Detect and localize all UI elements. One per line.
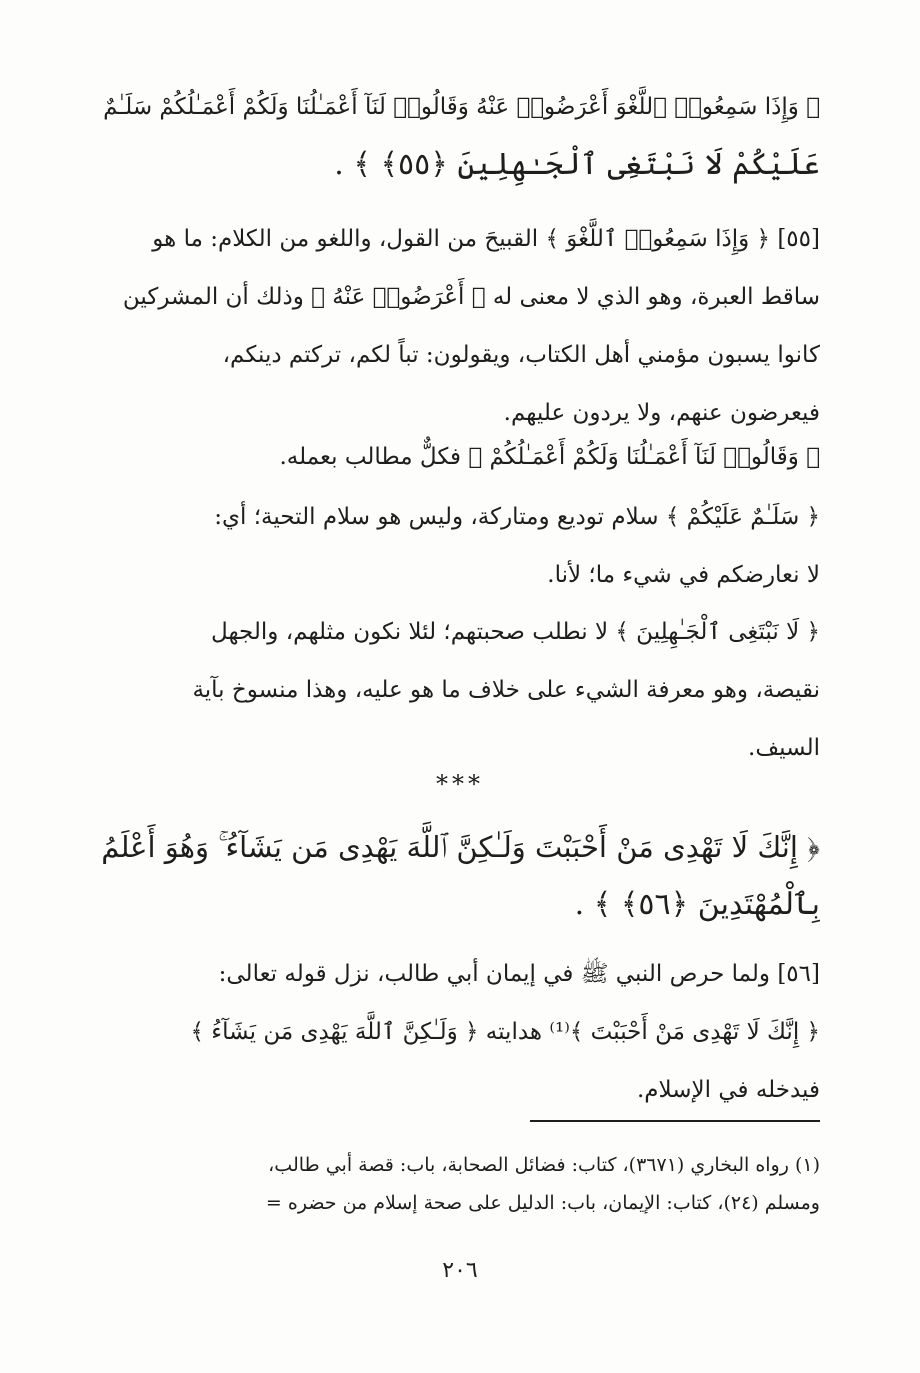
section-separator: *** (436, 770, 484, 798)
footnote-line: (١) رواه البخاري (٣٦٧١)، كتاب: فضائل الصحابة، باب: قصة أبي طالب، (268, 1154, 820, 1176)
text-line: نقيصة، وهو معرفة الشيء على خلاف ما هو عليه، وهذا منسوخ بآية (192, 677, 820, 703)
text-line: لا نعارضكم في شيء ما؛ لأنا. (547, 562, 820, 588)
text-line: السيف. (748, 735, 820, 761)
verse-line: ﴿ وَإِذَا سَمِعُوا۟ ٱللَّغْوَ أَعْرَضُوا۟ عَنْهُ وَقَالُوا۟ لَنَآ أَعْمَـٰلُنَا وَلَكُمْ أَعْمَـٰلُكُمْ سَلَـٰمٌ (103, 94, 820, 120)
tafsir-55-paragraph-1 (100, 210, 820, 442)
tafsir-55-paragraph-2 (100, 428, 820, 486)
text-line: ﴿ إِنَّكَ لَا تَهْدِى مَنْ أَحْبَبْتَ ﴾⁽¹⁾ هدايته ﴿ وَلَـٰكِنَّ ٱللَّهَ يَهْدِى مَن يَشَآءُ ﴾ (190, 1019, 820, 1045)
page-number: ٢٠٦ (442, 1258, 478, 1283)
verse-line: عَلَيْكُمْ لَا نَبْتَغِى ٱلْجَـٰهِلِينَ ﴿٥٥﴾ ﴾ . (334, 147, 820, 182)
verse-56 (100, 818, 820, 934)
text-line: [٥٦] ولما حرص النبي ﷺ في إيمان أبي طالب، نزل قوله تعالى: (218, 961, 820, 987)
tafsir-56-paragraph-1 (100, 945, 820, 1119)
text-line: ﴿ وَقَالُوا۟ لَنَآ أَعْمَـٰلُنَا وَلَكُمْ أَعْمَـٰلُكُمْ ﴾ فكلٌّ مطالب بعمله. (279, 444, 820, 470)
text-line: ﴿ سَلَـٰمٌ عَلَيْكُمْ ﴾ سلام توديع ومتاركة، وليس هو سلام التحية؛ أي: (214, 504, 820, 530)
footnote-line: ومسلم (٢٤)، كتاب: الإيمان، باب: الدليل على صحة إسلام من حضره = (265, 1192, 820, 1214)
text-line: [٥٥] ﴿ وَإِذَا سَمِعُوا۟ ٱللَّغْوَ ﴾ القبيحَ من القول، واللغو من الكلام: ما هو (152, 226, 820, 252)
verse-line: بِٱلْمُهْتَدِينَ ﴿٥٦﴾ ﴾ . (574, 887, 820, 922)
text-line: فيدخله في الإسلام. (636, 1077, 820, 1103)
verse-line: ﴿ إِنَّكَ لَا تَهْدِى مَنْ أَحْبَبْتَ وَلَـٰكِنَّ ٱللَّهَ يَهْدِى مَن يَشَآءُ ۚ وَهُوَ أَعْلَمُ (101, 830, 820, 864)
verse-55 (100, 78, 820, 194)
tafsir-55-paragraph-4 (100, 603, 820, 777)
text-line: ساقط العبرة، وهو الذي لا معنى له ﴿ أَعْرَضُوا۟ عَنْهُ ﴾ وذلك أن المشركين (122, 284, 820, 310)
footnote (100, 1146, 820, 1222)
text-line: فيعرضون عنهم، ولا يردون عليهم. (503, 400, 820, 426)
tafsir-55-paragraph-3 (100, 488, 820, 604)
footnote-separator (530, 1120, 820, 1122)
text-line: كانوا يسبون مؤمني أهل الكتاب، ويقولون: تباً لكم، تركتم دينكم، (222, 342, 820, 368)
text-line: ﴿ لَا نَبْتَغِى ٱلْجَـٰهِلِينَ ﴾ لا نطلب صحبتهم؛ لئلا نكون مثلهم، والجهل (211, 619, 820, 645)
